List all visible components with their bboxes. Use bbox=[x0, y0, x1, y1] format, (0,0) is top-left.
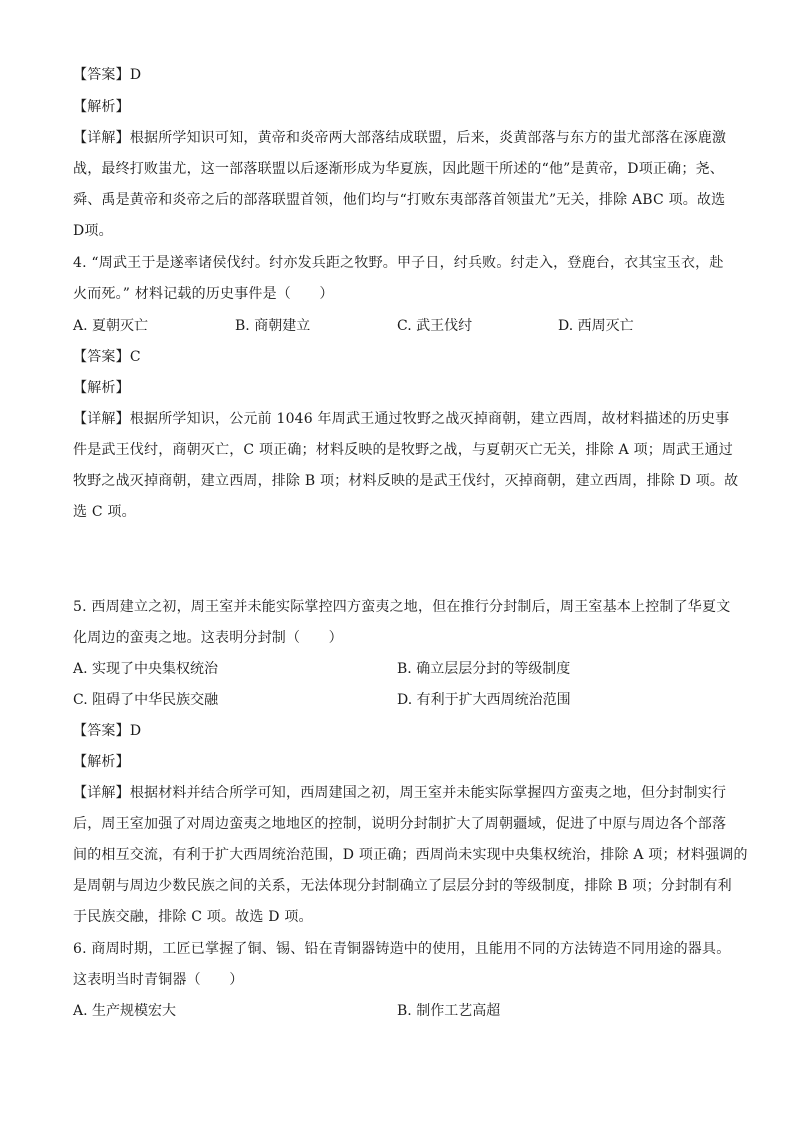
q3-detail-line-1 bbox=[73, 128, 727, 148]
q5-detail-line-5: 于民族交融，排除 C 项。故选 D 项。 bbox=[73, 909, 313, 925]
q3-answer-line bbox=[73, 65, 723, 85]
q6-stem-line-1: 6. 商周时期，工匠已掌握了铜、锡、铅在青铜器铸造中的使用，且能用不同的方法铸造不同用途的器具。 bbox=[73, 941, 731, 957]
q5-detail-line-3: 间的相互交流，有利于扩大西周统治范围，D 项正确；西周尚未实现中央集权统治，排除 A 项；材料强调的 bbox=[73, 847, 748, 863]
q5-detail-text-1: 根据材料并结合所学可知，西周建国之初，周王室并未能实际掌握四方蛮夷之地，但分封制实行 bbox=[129, 785, 727, 801]
q5-stem-line-2: 化周边的蛮夷之地。这表明分封制（ ） bbox=[73, 630, 343, 646]
q6-stem-line-2: 这表明当时青铜器（ ） bbox=[73, 972, 244, 988]
q5-analysis-label: 【解析】 bbox=[73, 754, 130, 770]
q4-detail-line-3: 牧野之战灭掉商朝，建立西周，排除 B 项；材料反映的是武王伐纣，灭掉商朝，建立西周，排除 D 项。故 bbox=[73, 473, 739, 489]
q5-answer-value: D bbox=[129, 723, 142, 739]
q3-detail-line-2: 战，最终打败蚩尤，这一部落联盟以后逐渐形成为华夏族，因此题干所述的“他”是黄帝，D项正确；尧、 bbox=[73, 161, 724, 177]
q5-detail-line-1 bbox=[73, 783, 727, 803]
q4-detail-line-4: 选 C 项。 bbox=[73, 504, 136, 520]
detail-label: 【详解】 bbox=[73, 785, 130, 801]
q3-analysis-label: 【解析】 bbox=[73, 99, 130, 115]
q4-answer-value: C bbox=[129, 349, 141, 365]
q4-detail-line-1 bbox=[73, 409, 730, 429]
q4-stem-line-2: 火而死。” 材料记载的历史事件是（ ） bbox=[73, 286, 334, 302]
q5-option-d: D. 有利于扩大西周统治范围 bbox=[397, 692, 571, 708]
q6-option-a: A. 生产规模宏大 bbox=[73, 1003, 177, 1019]
q5-detail-line-2: 后，周王室加强了对周边蛮夷之地地区的控制，说明分封制扩大了周朝疆域，促进了中原与周边各个部落 bbox=[73, 816, 727, 832]
q5-option-c: C. 阻碍了中华民族交融 bbox=[73, 692, 219, 708]
q4-option-d: D. 西周灭亡 bbox=[558, 318, 634, 334]
q3-answer-value: D bbox=[129, 67, 142, 83]
q3-detail-line-4: D项。 bbox=[73, 223, 113, 239]
q4-analysis-label: 【解析】 bbox=[73, 380, 130, 396]
q4-option-c: C. 武王伐纣 bbox=[397, 318, 473, 334]
answer-label: 【答案】 bbox=[73, 349, 130, 365]
q3-detail-text-1: 根据所学知识可知，黄帝和炎帝两大部落结成联盟，后来，炎黄部落与东方的蚩尤部落在涿鹿激 bbox=[129, 130, 727, 146]
q4-answer-line bbox=[73, 347, 723, 367]
q5-option-a: A. 实现了中央集权统治 bbox=[73, 661, 219, 677]
q4-detail-text-1: 根据所学知识，公元前 1046 年周武王通过牧野之战灭掉商朝，建立西周，故材料描述的历史事 bbox=[129, 411, 730, 427]
q5-stem-line-1: 5. 西周建立之初，周王室并未能实际掌控四方蛮夷之地，但在推行分封制后，周王室基本上控制了华夏文 bbox=[73, 599, 731, 615]
answer-label: 【答案】 bbox=[73, 723, 130, 739]
q5-option-b: B. 确立层层分封的等级制度 bbox=[397, 661, 571, 677]
q4-option-a: A. 夏朝灭亡 bbox=[73, 318, 149, 334]
q4-stem-line-1: 4. “周武王于是遂率诸侯伐纣。纣亦发兵距之牧野。甲子日，纣兵败。纣走入，登鹿台，衣其宝玉衣，赴 bbox=[73, 255, 724, 271]
q3-detail-line-3: 舜、禹是黄帝和炎帝之后的部落联盟首领，他们均与“打败东夷部落首领蚩尤”无关，排除 ABC 项。故选 bbox=[73, 192, 726, 208]
q4-detail-line-2: 件是武王伐纣，商朝灭亡，C 项正确；材料反映的是牧野之战，与夏朝灭亡无关，排除 A 项；周武王通过 bbox=[73, 442, 733, 458]
q5-answer-line bbox=[73, 721, 723, 741]
detail-label: 【详解】 bbox=[73, 411, 130, 427]
q6-option-b: B. 制作工艺高超 bbox=[397, 1003, 501, 1019]
answer-label: 【答案】 bbox=[73, 67, 130, 83]
q4-option-b: B. 商朝建立 bbox=[235, 318, 311, 334]
q5-detail-line-4: 是周朝与周边少数民族之间的关系，无法体现分封制确立了层层分封的等级制度，排除 B 项；分封制有利 bbox=[73, 878, 732, 894]
detail-label: 【详解】 bbox=[73, 130, 130, 146]
